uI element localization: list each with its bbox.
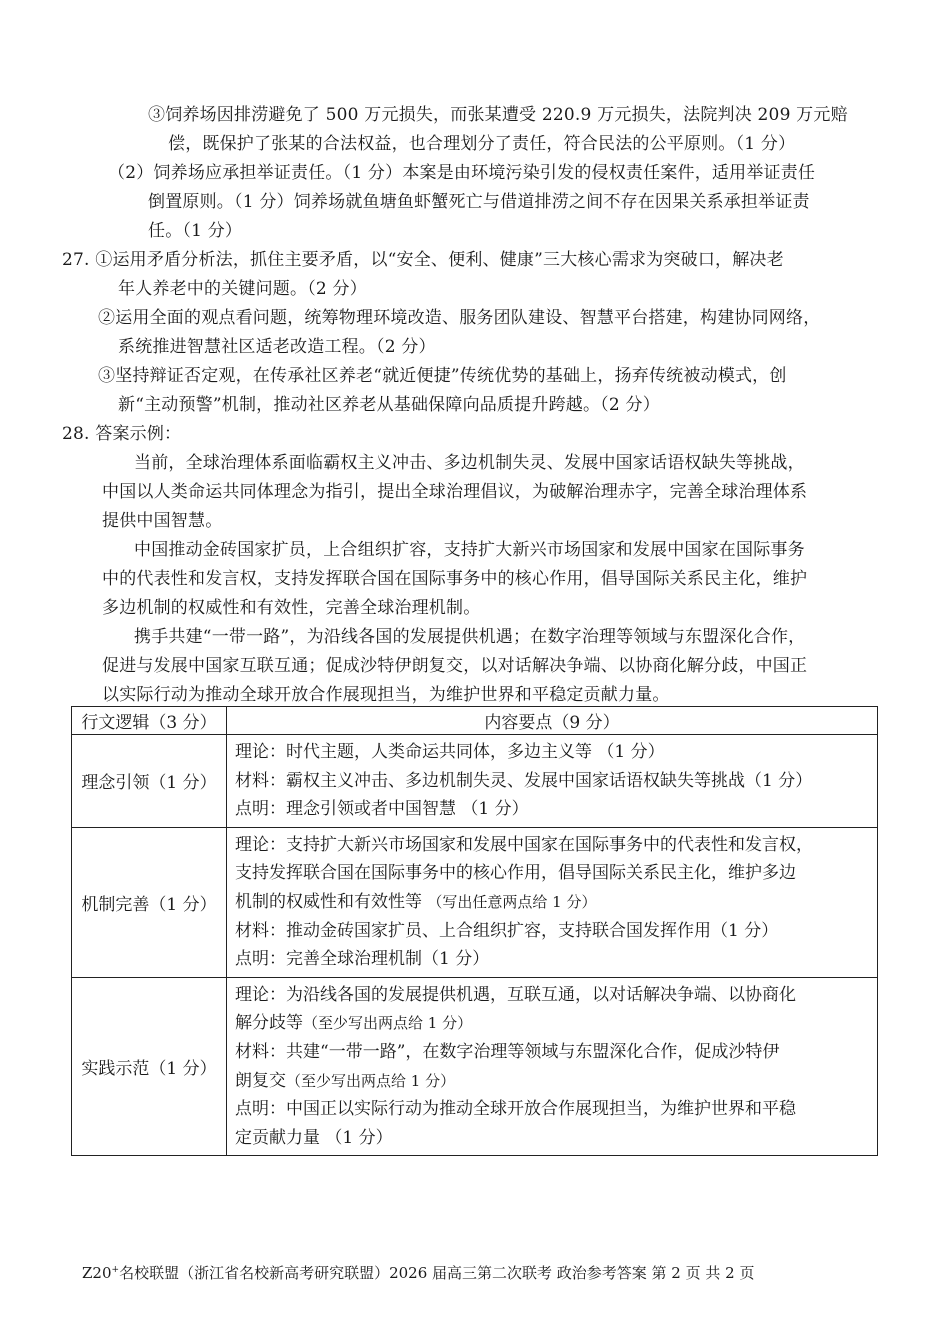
question-27-line1: 27. ①运用矛盾分析法，抓住主要矛盾，以“安全、便利、健康”三大核心需求为突破口，解决老 xyxy=(62,250,784,270)
item-26-1-3-line1: ③饲养场因排涝避免了 500 万元损失，而张某遭受 220.9 万元损失，法院判决 209 万元赔 xyxy=(148,105,848,125)
content-line: 支持发挥联合国在国际事务中的核心作用，倡导国际关系民主化，维护多边 xyxy=(235,863,796,884)
content-line: 理论：支持扩大新兴市场国家和发展中国家在国际事务中的代表性和发言权， xyxy=(235,834,813,855)
question-27-point3-line2: 新“主动预警”机制，推动社区养老从基础保障向品质提升跨越。（2 分） xyxy=(118,395,660,415)
item-26-2-line3: 任。（1 分） xyxy=(148,221,243,241)
content-line-text: 解分歧等 xyxy=(235,1013,303,1034)
essay-para3-line3: 以实际行动为推动全球开放合作展现担当，为维护世界和平稳定贡献力量。 xyxy=(102,685,670,705)
footer-sup: + xyxy=(111,1265,120,1275)
row-content-concept xyxy=(227,735,878,828)
scoring-note: （写出任意两点给 1 分） xyxy=(427,892,597,911)
question-28-heading: 28. 答案示例： xyxy=(62,424,182,444)
content-line: 材料：推动金砖国家扩员、上合组织扩容，支持联合国发挥作用（1 分） xyxy=(235,920,779,941)
row-content-mechanism xyxy=(227,827,878,977)
footer-text: 名校联盟（浙江省名校新高考研究联盟）2026 届高三第二次联考 政治参考答案 第 2 页 共 2 页 xyxy=(119,1264,755,1282)
content-line: 理论：时代主题，人类命运共同体，多边主义等 （1 分） xyxy=(235,742,665,762)
table-row xyxy=(72,827,878,977)
row-label-practice: 实践示范（1 分） xyxy=(72,977,227,1156)
content-line: 点明：完善全球治理机制（1 分） xyxy=(235,949,490,970)
content-line-text: 机制的权威性和有效性等 xyxy=(235,891,428,912)
content-line: 理论：为沿线各国的发展提供机遇，互联互通，以对话解决争端、以协商化 xyxy=(235,984,796,1005)
essay-para3-line2: 促进与发展中国家互联互通；促成沙特伊朗复交，以对话解决争端、以协商化解分歧，中国正 xyxy=(102,656,808,676)
question-27-point2-line2: 系统推进智慧社区适老改造工程。（2 分） xyxy=(118,337,436,357)
footer-prefix: Z20 xyxy=(82,1264,112,1282)
scoring-table-header xyxy=(72,707,878,735)
content-line: 定贡献力量 （1 分） xyxy=(235,1127,393,1148)
question-27-line2: 年人养老中的关键问题。（2 分） xyxy=(118,279,367,299)
essay-para1-line2: 中国以人类命运共同体理念为指引，提出全球治理倡议，为破解治理赤字，完善全球治理体系 xyxy=(102,482,808,502)
row-label-concept: 理念引领（1 分） xyxy=(72,735,227,828)
essay-para1-line3: 提供中国智慧。 xyxy=(102,511,223,531)
essay-para2-line3: 多边机制的权威性和有效性，完善全球治理机制。 xyxy=(102,598,481,618)
content-line xyxy=(235,888,871,917)
essay-para2-line1: 中国推动金砖国家扩员，上合组织扩容，支持扩大新兴市场国家和发展中国家在国际事务 xyxy=(134,540,805,560)
header-content: 内容要点（9 分） xyxy=(227,707,878,735)
header-logic: 行文逻辑（3 分） xyxy=(72,707,227,735)
content-line xyxy=(235,1009,871,1038)
content-line: 点明：理念引领或者中国智慧 （1 分） xyxy=(235,799,529,820)
question-27-point2-line1: ②运用全面的观点看问题，统筹物理环境改造、服务团队建设、智慧平台搭建，构建协同网络， xyxy=(98,308,821,328)
content-line: 材料：霸权主义冲击、多边机制失灵、发展中国家话语权缺失等挑战（1 分） xyxy=(235,770,813,791)
essay-para1-line1: 当前，全球治理体系面临霸权主义冲击、多边机制失灵、发展中国家话语权缺失等挑战， xyxy=(134,453,805,473)
scoring-note: （至少写出两点给 1 分） xyxy=(303,1014,473,1033)
scoring-note: （至少写出两点给 1 分） xyxy=(286,1071,456,1090)
table-row xyxy=(72,977,878,1156)
content-line: 点明：中国正以实际行动为推动全球开放合作展现担当，为维护世界和平稳 xyxy=(235,1099,796,1120)
item-26-2-line1: （2）饲养场应承担举证责任。（1 分）本案是由环境污染引发的侵权责任案件，适用举证责任 xyxy=(108,163,816,183)
content-line: 材料：共建“一带一路”，在数字治理等领域与东盟深化合作，促成沙特伊 xyxy=(235,1041,780,1062)
page-footer xyxy=(82,1262,754,1283)
scoring-table xyxy=(71,706,878,1156)
table-row xyxy=(72,735,878,828)
essay-para2-line2: 中的代表性和发言权，支持发挥联合国在国际事务中的核心作用，倡导国际关系民主化，维护 xyxy=(102,569,808,589)
question-27-point3-line1: ③坚持辩证否定观，在传承社区养老“就近便捷”传统优势的基础上，扬弃传统被动模式，创 xyxy=(98,366,787,386)
row-label-mechanism: 机制完善（1 分） xyxy=(72,827,227,977)
row-content-practice xyxy=(227,977,878,1156)
item-26-1-3-line2: 偿，既保护了张某的合法权益，也合理划分了责任，符合民法的公平原则。（1 分） xyxy=(168,134,796,154)
item-26-2-line2: 倒置原则。（1 分）饲养场就鱼塘鱼虾蟹死亡与借道排涝之间不存在因果关系承担举证责 xyxy=(148,192,810,212)
content-line-text: 朗复交 xyxy=(235,1070,286,1091)
content-line xyxy=(235,1067,871,1096)
essay-para3-line1: 携手共建“一带一路”，为沿线各国的发展提供机遇；在数字治理等领域与东盟深化合作， xyxy=(134,627,806,647)
